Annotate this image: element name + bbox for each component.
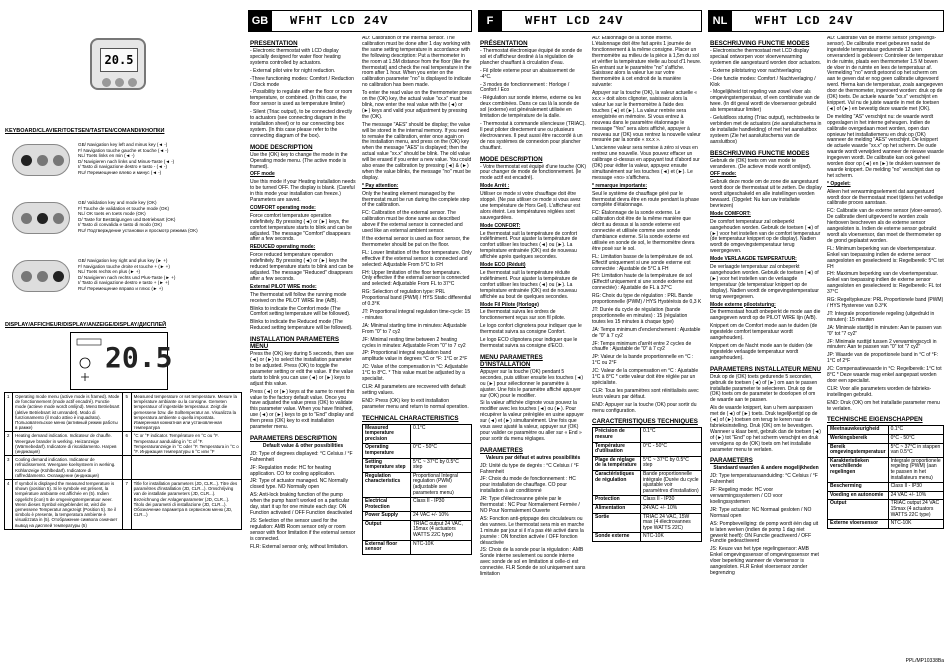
nl-column-2 bbox=[827, 36, 944, 664]
f-paragraph: RG: Choix du type de régulation : PRL Bande proportionnelle (PWM) / HYS Hystérésis de 0,3 K bbox=[592, 293, 702, 306]
gb-tech-row bbox=[363, 498, 472, 512]
nl-paragraph: Als de waarde knippert, kan u hem aanpassen met de (◄) of (►) toets. Druk tegelijkertijd op de (◄) of (►) toetsen om terug te keren naar de fabrieksinstelling. Druk (OK) om te bevestigen. Wanneer u klaar bent, gebruik dan de toetsen (◄) of (►) tot "End" op het scherm verschijnt en druk vervolgens op de (OK) toets om het installatie parameter menu te verlaten. bbox=[710, 405, 821, 453]
nl-tech-key: Bereik omgevingstemperatuur bbox=[828, 443, 889, 457]
f-paragraph: FC: Étalonnage de la sonde externe. Le calibration doit être de la même manière que décrit au dessus si la sonde externe est connectée et utilisée comme une sonde d'ambiance externe. Si la sonde externe est utilisée en sonde de sol, le thermomètre devra être posé sur le sol. bbox=[592, 210, 695, 252]
display-legend-row bbox=[5, 393, 242, 432]
f-paragraph: Appuyer sur la touche (OK), la valeur actuelle « xx.x » doit alors clignoter, saisissez alors la valeur lue sur le thermomètre à l'aide des touches (◄) et (►). La valeur rentrée sera enregistrée en mémoire. Si vous entrez à nouveau dans le paramètre étalonnage le message "Yes" sera alors affiché, appuyer à nouveau sur (OK) vous rentrez la nouvelle valeur mesurée par la sonde « xx.x ». bbox=[592, 90, 701, 144]
f-tech-value: Class II - IP30 bbox=[640, 496, 701, 505]
gb-tech-value: TRIAC output 24 VAC, 15max (4 actuators WATTS 22C type) bbox=[410, 520, 471, 540]
nl-subheading: Mode COMFORT: bbox=[710, 210, 751, 217]
gb-paragraph: JA: Minimal starting time in minutes: Adjustable From "0" to 7 cy2 bbox=[362, 322, 467, 335]
gb-paragraph: - Silent (Triac output), to be connected directly to actuators (see connecting diagram in the installation sheet) or to our connecting box system. (In this case please refer to the connecting diagram of the box). bbox=[250, 109, 353, 139]
nl-tech-row bbox=[828, 426, 944, 435]
f-paragraph: JP: Valeur de la bande proportionnelle en °C : 1°C ou 2°F bbox=[592, 354, 694, 367]
key-icon bbox=[21, 155, 32, 166]
gb-paragraph: -Three functioning modes: Comfort / Reduction / Clock mode bbox=[250, 75, 354, 88]
gb-tech-row bbox=[363, 512, 472, 521]
nl-section-heading: BESCHRIJVING FUNCTIE MODES bbox=[710, 40, 810, 47]
f-tech-row bbox=[593, 442, 702, 456]
gb-section-heading: TECHNICAL CHARACTERISTICS bbox=[362, 414, 459, 422]
device-ok-button bbox=[115, 78, 124, 87]
left-panel bbox=[0, 0, 244, 667]
f-paragraph: Le thermostat suit la température réduite indéfiniment. Pour ajuster la température de confort utiliser les touches (◄) ou (►). La température entrainée (OK) est de nouveau affichée au bout de quelques secondes. bbox=[480, 270, 578, 300]
display-legend-cell: 7 bbox=[123, 480, 131, 530]
f-tech-key: Sonde externe bbox=[593, 533, 641, 542]
keyboard-legend-row bbox=[12, 258, 240, 296]
nl-paragraph: De verlaagde temperatuur zal onbeperkt aangehouden worden. Gebruik de toetsen (◄) of (►) voor het instellen van de verlaagde temperatuur (de temperatuur knippert op de display). Nadien wordt de omgevingstemperatuur terug weergegeven. bbox=[710, 264, 819, 300]
nl-tech-value: 0.1°C bbox=[888, 426, 943, 435]
gb-tech-key: Electrical Protection bbox=[363, 498, 411, 512]
nl-section-heading: PARAMETERS INSTALLATEUR MENU bbox=[710, 365, 822, 373]
gb-tech-value: Class II - IP30 bbox=[410, 498, 471, 512]
thermostat-device-image bbox=[90, 38, 146, 90]
nl-paragraph: RG: Regeltypkeuze: PRL Proportionele band (PWM) / HYS Hysterese van 0.3°K bbox=[827, 297, 944, 309]
f-paragraph: - Régulation sur sonde interne, externe ou les deux combinées. Dans ce cas là la sonde de sol (externe) est généralement utilisée en limitation de température de la dalle. bbox=[480, 95, 582, 120]
gb-paragraph: Use this mode if your Heating installation needs to be turned OFF. The display is blank. (Careful in this mode your installation can freeze.) Parameters are saved. bbox=[250, 179, 356, 204]
nl-tech-row bbox=[828, 435, 944, 444]
gb-section-heading: MODE DESCRIPTION bbox=[250, 143, 313, 151]
f-paragraph: Le logo ECO clignotera pour indiquer que le thermostat suivra sa consigne d'ECO. bbox=[480, 337, 578, 349]
keypad-icon bbox=[12, 202, 70, 234]
key-icon bbox=[53, 213, 64, 224]
gb-paragraph: - External pilot wire for night reduction. bbox=[250, 67, 336, 74]
keyboard-legend-line: NL/ Toets links en min (◄ -) bbox=[78, 153, 135, 159]
f-paragraph: END: Appuyer sur la touche (OK) pour sortir du menu configuration. bbox=[592, 401, 697, 414]
gb-paragraph: - Possibility to regulate either the floor or room temperature, or combined. (In this case, the floor sensor is used as temperature limiter) bbox=[250, 89, 353, 108]
key-icon bbox=[37, 213, 48, 224]
nl-paragraph: AS: Pompbeveiliging: de pomp wordt één dag uit te laten werken (indien de pomp 1 dag niet gewerkt heeft): ON Functie geactiveerd / OFF Functie gedeactiveerd bbox=[710, 520, 819, 545]
f-paragraph: JC: Valeur de la compensation en °C : Ajustable 1°C à 8°C * cette valeur doit être réglée par un spécialiste. bbox=[592, 368, 699, 386]
nl-tech-row bbox=[828, 443, 944, 457]
f-paragraph: Seul le système de chauffage géré par le thermostat devra être en route pendant la phase complète d'étalonnage. bbox=[592, 190, 700, 209]
f-paragraph: - Thermostat à commande silencieuse (TRIAC). Il peut piloter directement une ou plusieurs électrovannes. Il peut aussi être raccordé à un de nos systèmes de connexion pour plancher chauffant. bbox=[480, 120, 586, 151]
keyboard-legend-line: NL/ Toets rechts en plus (► +) bbox=[78, 269, 141, 275]
gb-subheading: * Pay attention: bbox=[362, 182, 399, 189]
f-paragraph: - Fil pilote externe pour un abaissement de -4°C. bbox=[480, 67, 575, 80]
f-subheading: Mode Arrêt : bbox=[480, 183, 510, 190]
nl-language-tag: NL bbox=[708, 10, 732, 32]
gb-tech-key: Regulation characteristics bbox=[363, 472, 411, 497]
gb-section-heading: INSTALLATION PARAMETERS MENU bbox=[250, 336, 340, 351]
nl-paragraph: JA: Minimale starttijd in minuten: Aan te passen van "0" tot "7 cy2" bbox=[827, 324, 942, 337]
nl-subheading: OFF mode: bbox=[710, 171, 737, 178]
gb-paragraph: Blinks to indicate the Reduced mode (The Reduced setting temperature will be followed). bbox=[250, 319, 353, 332]
keyboard-legend-text bbox=[78, 258, 175, 292]
gb-paragraph: JD: Type of degrees displayed: °C Celsius / °F Fahrenheit bbox=[250, 450, 353, 463]
nl-subheading: * Opgelet: bbox=[827, 180, 851, 187]
gb-tech-table bbox=[362, 424, 472, 555]
keyboard-legend-text bbox=[78, 200, 198, 234]
keyboard-legend-row bbox=[12, 142, 240, 180]
gb-tech-key: Power Supply bbox=[363, 512, 411, 521]
nl-paragraph: Gebruik deze mode om de zone die aangestuurd wordt door de thermostaat uit te zetten. De display wordt uitgeschakeld en alle instellingen worden bewaard. (Opgelet: Nu kan uw installatie bevriezen) bbox=[710, 179, 822, 209]
display-legend-cell: If symbol is displayed the measured temperature is shown (position 5). Si le symbole est présent, la température ambiante est affichée en (5). Indien opgelicht (icon) 5 de omgevingstemperatuur weer. Wenn dieses Symbol eingeblendet ist, wird die gemessene Temperatur angezeigt (Position 5). Se il simbolo è presente, la temperatura ambiente è visualizzata in (5). Отображение символа означает вывод на дисплей температуры (5) bbox=[13, 480, 123, 530]
gb-tech-value: 0.1°C bbox=[410, 424, 471, 444]
display-legend-cell: 6 bbox=[123, 432, 131, 456]
f-column-1 bbox=[480, 36, 586, 664]
f-subheading: Mode Fil Pilote (Horloge) bbox=[480, 301, 539, 308]
keyboard-legend-line: F/ Navigation touche gauche et touche (◄ -) bbox=[78, 147, 169, 153]
f-paragraph: L'ancienne valeur sera remise à zéro si vous en rentrez une nouvelle. Vous pouvez effacer un calibrage ci-dessus en appuyant tout d'abord sur (OK) pour éditer la valeur, appuyez ensuite simultanément sur les touches (◄) et (►). Le message «no» s'affichera. bbox=[592, 145, 700, 181]
gb-section-heading: PARAMETERS DESCRIPTION bbox=[250, 434, 337, 442]
f-tech-row bbox=[593, 471, 702, 496]
display-title: DISPLAY/AFFICHEUR/DISPLAY/ANZEIGE/DISPLAY/ДИСПЛЕЙ bbox=[5, 322, 167, 328]
f-tech-key: Caractéristiques de régulation bbox=[593, 471, 641, 496]
nl-section-heading: TECHNISCHE EIGENSCHAPPEN bbox=[827, 416, 923, 424]
f-section-heading: PRÉSENTATION bbox=[480, 40, 528, 47]
gb-subheading: COMFORT operating mode: bbox=[250, 204, 316, 211]
display-legend-cell: °C or °F indicator. Température en °C ou °F. Temperatuur aanduiding in °C of °F. Temperaturanzeige in °C oder °F. Temperatura in °C o °F. Индикация температуры в °C или °F bbox=[131, 432, 241, 456]
nl-paragraph: CLR: Voor alle parameters worden de fabrieks-instellingen gebruikt. bbox=[827, 385, 932, 398]
gb-paragraph: The thermostat will follow the running mode received on the PILOT WIRE line (A/B). bbox=[250, 291, 347, 304]
gb-paragraph: Only the heating element managed by the thermostat must be run during the complete step of the calibration. bbox=[362, 190, 470, 209]
nl-paragraph: JF: Minimale rusttijd tussen 2 verwarmingscycli in minuten: Aan te passen van "0" tot "7 cy2" bbox=[827, 338, 937, 351]
f-tech-value: Bande proportionnelle intégrale (Durée du cycle ajustable voir paramètres d'installation) bbox=[640, 471, 701, 496]
device-right-button bbox=[128, 78, 137, 87]
gb-paragraph: - Electronic thermostat with LCD display specially designed for water floor heating systems controlled by actuators. bbox=[250, 48, 341, 66]
nl-tech-key: Meetnauwkeurigheid bbox=[828, 426, 889, 435]
f-title: WFHT LCD 24V bbox=[525, 14, 624, 28]
nl-paragraph: AD: Calibratie van de interne sensor (omgevings-sensor). De calibratie moet gebeuren nadat de ingestelde temperatuur gedurende 12 uren onveranderd is gebleven: Controleer de temperatuur in de ruimte, plaats een thermometer 1.5 M boven de vloer in de ruimte en lees de temperatuur af. Vermelding "no" wordt getoond op het scherm om aan te geven dat er nog geen calibratie uitgevoerd werd. Hierna kan de temperatuur, zoals aangegeven door de thermometer, ingevoerd worden: druk op de (OK) toets. De actuele waarde "xx.x" verschijnt en knippert. Vul nu de juiste waarde in met de toetsen (◄) of (►) en bevestig deze waarde met (OK). bbox=[827, 36, 944, 112]
gb-paragraph: JS: Selection of the sensor used for the regulation: AMB Room sensor only or room sensor with floor limitation if the external sensor is connected. bbox=[250, 517, 356, 542]
display-legend-row bbox=[5, 432, 242, 456]
gb-tech-value: 5°C ~ 37°C by 0.5°C step bbox=[410, 458, 471, 472]
gb-paragraph: FLR: External sensor only, without limitation. bbox=[250, 543, 349, 550]
gb-paragraph: Force reduced temperature operation indefinitely. By pressing (◄) or (►) keys the reduced temperature starts to blink and can be adjusted. The message "Reduced" disappears after a few seconds. bbox=[250, 252, 354, 282]
gb-paragraph: FC: Calibration of the external sensor. The calibration must be done same as described above if the external sensor is connected and used like an external ambient sensor. bbox=[362, 210, 463, 235]
nl-paragraph: - Externe pilotsturing voor nachtverlaging bbox=[710, 67, 801, 74]
nl-column-1 bbox=[710, 36, 822, 664]
keyboard-legend-line: D/ Navigieren nach links und Minus-Taste (◄ -) bbox=[78, 158, 175, 164]
gb-tech-row bbox=[363, 540, 472, 554]
nl-tech-table bbox=[827, 425, 944, 528]
f-paragraph: JR: Type d'électrovanne gérée par le thermostat : NC Pour Normalement Fermée / NO Pour Normalement Ouverte bbox=[480, 496, 580, 514]
f-subheading: Mode CONFORT: bbox=[480, 222, 521, 229]
gb-paragraph: CLR: All parameters are recovered with default setting values. bbox=[362, 383, 466, 396]
display-legend-cell: 4 bbox=[5, 480, 13, 530]
gb-subheading: REDUCED operating mode: bbox=[250, 244, 316, 251]
f-paragraph: AS: Fonction anti-grippage des circulateurs ou des vannes. Le thermostat sera mis en marche 1 minute par jour si il n'a pas été activé dans la journée : ON fonction activée / OFF fonction désactivée bbox=[480, 515, 585, 546]
keyboard-legend-line: RU/ Перемещение вправо и плюс (► +) bbox=[78, 285, 163, 291]
nl-paragraph: - Electronische thermostaat met LCD display speciaal ontworpen voor vloerverwarming systemen die aangestuurd worden door actuators. bbox=[710, 48, 822, 66]
f-tech-value: 5°C ~ 37°C by 0.5°C step bbox=[640, 456, 701, 470]
gb-column-2 bbox=[362, 36, 472, 664]
nl-paragraph: JR: Type actuator: NC Normaal gesloten / NO Normaal open bbox=[710, 506, 812, 519]
display-legend-cell: 5 bbox=[123, 393, 131, 432]
f-paragraph: FH: Limitation haute de la température de sol (Effectif uniquement si une sonde externe est connectée) : Ajustable de FL à 37°C bbox=[592, 273, 693, 292]
display-legend-cell: 1 bbox=[5, 393, 13, 432]
f-tech-key: Plage de réglage de la température bbox=[593, 456, 641, 470]
nl-title: WFHT LCD 24V bbox=[755, 14, 854, 28]
keypad-icon bbox=[12, 260, 70, 292]
f-paragraph: AD: Étalonnage de la sonde interne. L'étalonnage doit être fait après 1 journée de fonctionnement à la même consigne. Placer un thermomètre au milieu de la pièce à 1,5m du sol et vérifier la température réelle au bout d'1 heure. En entrant sur le paramètre "no" s'affiche. Saisissez alors la valeur lue sur votre thermomètre à cet endroit de la manière suivante: bbox=[592, 36, 702, 89]
device-left-button bbox=[102, 78, 111, 87]
gb-paragraph: END: Press (OK) key to exit installation parameter menu and return to normal operation. bbox=[362, 397, 469, 410]
f-tech-key: Précision de mesure bbox=[593, 428, 641, 442]
lcd-display-diagram bbox=[70, 332, 173, 390]
nl-paragraph: De thermostaat houdt onbeperkt de mode aan die aangegeven wordt op de PILOT WIRE lijn (A/B). bbox=[710, 309, 821, 322]
nl-tech-key: Externe vloersensor bbox=[828, 520, 889, 529]
display-legend-cell: Cooling demand indication. Indicateur de refroidissement. Weergave koelsysteem in werking. Kühlanzeige (Kühlbedarf). Indicatore di raffreddamento. Охлаждение (индикация) bbox=[13, 456, 123, 480]
key-icon bbox=[21, 271, 32, 282]
gb-tech-row bbox=[363, 458, 472, 472]
gb-tech-value: 24 VAC +/- 10% bbox=[410, 512, 471, 521]
f-tech-row bbox=[593, 513, 702, 533]
keyboard-legend-line: I/ Tasto di convalida e tasto di modo (OK) bbox=[78, 222, 162, 228]
key-icon bbox=[53, 271, 64, 282]
gb-paragraph: AD: Calibration of the internal sensor. The calibration must be done after 1 day working with the same setting temperature in accordance with the following description: Put a thermometer in the room at 1.5M distance from the floor (like the thermostat) and check the real temperature in the room after 1 hour. When you enter on the calibration parameter "no" is displayed to indicate no calibration has been made. bbox=[362, 36, 472, 89]
gb-paragraph: JT: Proportional integral regulation time-cycle: 15 - minutes bbox=[362, 308, 471, 321]
nl-tech-row bbox=[828, 500, 944, 520]
nl-paragraph: JP: Waarde van de proportionele band in °C of °F: 1°C of 2°F bbox=[827, 352, 939, 365]
gb-table-caption: Default value & other possibilities bbox=[262, 442, 344, 449]
nl-paragraph: JT: Integrale proportionele regeling (uitgedrukt in minuten): 15 minuten bbox=[827, 310, 935, 323]
gb-paragraph: If the external sensor is used as floor sensor, the thermometer should be put on the floor. bbox=[362, 236, 470, 248]
gb-paragraph: To enter the read value on the thermometer press on the (OK) key, the actual value "xx.x" must be blink, now enter the real value with the (◄) or (►) keys and valid your adjustment by pressing the (OK). bbox=[362, 90, 472, 120]
nl-paragraph: END: Druk (OK) om het installatie parameter menu te verlaten. bbox=[827, 399, 940, 412]
display-legend-cell: 2 bbox=[5, 432, 13, 456]
gb-paragraph: JC: Value of the compensation in °C: Adjustable 1°C to 8°C. * This value must be adjusted by a specialist. bbox=[362, 364, 468, 383]
f-tech-row bbox=[593, 456, 702, 470]
nl-tech-value: 5°C ~ 37°C in stappen van 0.5°C bbox=[888, 443, 943, 457]
gb-language-tag: GB bbox=[248, 10, 272, 32]
nl-paragraph: Alleen het verwarmingselement dat aangestuurd wordt door de thermostaat moet tijdens het volledige calibratie proces aanstaan. bbox=[827, 188, 944, 207]
display-legend-cell: Heating demand indication. Indicateur de chauffe. Weergave brander in werking. Heizanzeige (Wärmebedarf). Indicatore di riscaldamento. Нагрев (индикация) bbox=[13, 432, 123, 456]
nl-tech-value: 24 VAC +/- 10% bbox=[888, 491, 943, 500]
nl-tech-key: Karakteristieken verschillende regelingen bbox=[828, 457, 889, 482]
key-icon bbox=[37, 155, 48, 166]
f-tech-row bbox=[593, 428, 702, 442]
nl-paragraph: JD: Type temperatuuraanduiding: °C Celsius / °F Fahrenheit bbox=[710, 473, 818, 486]
f-tech-table bbox=[592, 427, 702, 542]
nl-paragraph: - Mogelijkheid tot regeling van zowel vloer als omgevingstemperatuur, of een combinatie van de twee. (In dit geval wordt de vloersensor gebruikt als temperatuur limiter) bbox=[710, 89, 820, 114]
nl-table-caption: Standaard waarden & andere mogelijkheden bbox=[713, 465, 819, 472]
display-legend-row bbox=[5, 480, 242, 530]
f-paragraph: - Thermostat électronique équipé de sonde de sol et d'afficheur destiné à la régulation de plancher chauffant à circulation d'eau. bbox=[480, 48, 583, 66]
nl-paragraph: FC: Calibratie van de externe sensor (vloer-sensor). De calibratie dient uitgevoerd te worden zoals hierboven beschreven als de externe sensor aangesloten is. Indien de externe sensor gebruikt wordt als vloersensor, dan moet de thermometer op de grond geplaatst worden. bbox=[827, 208, 943, 244]
keyboard-legend-line: GB/ Navigation key right and plus key (► +) bbox=[78, 258, 168, 263]
nl-tech-row bbox=[828, 483, 944, 492]
nl-tech-value: TRIAC output 24 VAC 15max (4 actuators WATTS 22C type) bbox=[888, 500, 943, 520]
nl-tech-row bbox=[828, 520, 944, 529]
keyboard-legend-line: F/ Touche de validation et touche mode (OK) bbox=[78, 205, 170, 211]
gb-title: WFHT LCD 24V bbox=[290, 14, 389, 28]
f-paragraph: CLR: Tous les paramètres sont réinitialisés avec leurs valeurs par défaut. bbox=[592, 387, 699, 400]
f-section-heading: CARACTERISTIQUES TECHNIQUES bbox=[592, 418, 698, 426]
f-paragraph: JF: Temps minimum d'arrêt entre 2 cycles de chauffe : Ajustable de "0" à 7 cy2 bbox=[592, 340, 692, 353]
gb-tech-key: Setting temperature step bbox=[363, 458, 411, 472]
f-tech-value: 0°C - 50°C bbox=[640, 442, 701, 456]
f-tech-key: Alimentation bbox=[593, 505, 641, 514]
nl-paragraph: - Drie functie modes: Comfort / Nachtverlaging / Klok bbox=[710, 75, 816, 88]
gb-paragraph: RG: Selection of regulation type: PRL Proportional band (PWM) / HYS Static differential of 0.3°K bbox=[362, 289, 472, 308]
display-legend-cell: Title for installation parameters (JD, CLR...). Titre des paramètres d'installation (JD, CLR...). Omschrijving van de installatie parameters (JD, CLR...). Bezeichnung der Anlagenparameter (JD, CLR...). Titolo dei parametri di installazione (JD, CLR...). Обозначение параметра в сервисном меню (JD, CLR...) bbox=[131, 480, 241, 530]
nl-subheading: Mode externe pilootsturing: bbox=[710, 301, 776, 308]
gb-tech-key: Operating temperature bbox=[363, 444, 411, 458]
gb-tech-value: NTC-10K bbox=[410, 540, 471, 554]
f-paragraph: JA: Temps minimum d'enclenchement : Ajustable de "0" à 7 cy2 bbox=[592, 326, 701, 339]
f-tech-value: NTC-10K bbox=[640, 533, 701, 542]
nl-tech-key: Output bbox=[828, 500, 889, 520]
footer-reference: PPL/MP10338Ba bbox=[905, 658, 944, 664]
keyboard-legend-line: NL/ OK toets en toets mode (OK) bbox=[78, 211, 146, 217]
display-legend-cell bbox=[123, 456, 131, 480]
f-table-caption: Valeurs par défaut et autres possibilités bbox=[485, 454, 581, 461]
keyboard-title: KEYBOARD/CLAVIER/TOETSEN/TASTEN/COMANDI/КНОПКИ bbox=[5, 128, 165, 134]
nl-paragraph: Druk op de (OK) toets gedurende 5 seconden, gebruik de toetsen (◄) of (►) om aan te passen installatie parameter te selecteren. Druk op de (OK) toets om de parameter te doorlopen of om de waarde aan te passen. bbox=[710, 373, 818, 404]
gb-paragraph: JP: Proportional integral regulation band amplitude value in degrees °C or °F: 1°C or 2°F bbox=[362, 350, 468, 363]
device-display: 20.5 bbox=[100, 48, 138, 72]
gb-column-1 bbox=[250, 36, 356, 664]
f-paragraph: Appuyer sur la touche (OK) pendant 5 secondes, puis utiliser ensuite les touches (◄) ou (►) pour sélectionner le paramètre à ajuster. Une fois le paramètre affiché appuyer sur (OK) pour le modifier. bbox=[480, 368, 584, 399]
gb-paragraph: AS: Anti-lock braking function of the pump when the pump hasn't worked on a particular day, start it up for one minute each day: ON Function activated / OFF Function deactivated bbox=[250, 492, 353, 516]
key-icon bbox=[37, 271, 48, 282]
f-paragraph: Utiliser ce mode si votre chauffage doit être stoppé. (Ne pas utiliser ce mode si vous avez une température de Hors Gel). L'afficheur est alors éteint. Les températures réglées sont sauvegardées. bbox=[480, 191, 581, 221]
keypad-icon bbox=[12, 144, 70, 176]
keyboard-legend-line: I/ Tasto di navigazione destro e tasto + (► +) bbox=[78, 280, 170, 286]
gb-paragraph: Blinks to indicate the Comfort mode (The Comfort setting temperature will be followed). bbox=[250, 305, 351, 318]
nl-paragraph: De melding "AS" verschijnt nu: de waarde wordt opgeslagen in het interne geheugen. Indien de calibratie overgedaan moet worden, open dan opnieuw het installatiemenu en druk op (OK) wanneer de melding "AES" verschijnt. De knippert de actuele waarde "xx.x" op het scherm. De oude waarde wordt verwijderd wanneer de nieuwe waarde ingegeven wordt. De calibratie kan ook geheel worden door op (◄) en (►) te drukken wanneer de waarde knippert. De melding "no" verschijnt dan op het scherm. bbox=[827, 113, 944, 179]
nl-paragraph: JS: Keuze van het type regelingsensor: AMB Enkel omgevingssensor of omgevingssensor met vloer beperking wanneer de vloersensor is aangesloten. FLR Enkel vloersensor zonder begrenzing bbox=[710, 546, 819, 576]
f-paragraph: JD: Unité du type de degrés : °C Celsius / °F Fahrenheit bbox=[480, 462, 579, 475]
gb-paragraph: Press the (OK) key during 5 seconds, then use (◄) or (►) to select the installation parameter to be adjusted. Press (OK) to toggle the parameter setting or edit the value. If the value starts to blink you can use (◄) or (►) keys to adjust this value. bbox=[250, 351, 354, 387]
nl-paragraph: - Geluidloos sturing (Triac output), rechtstreeks te verbinden met de actuators (zie aansluitschema in de installatie handleiding) of met het aansluitbox systeem (Zie het aansluitschema van de aansluitbox) bbox=[710, 115, 822, 145]
f-tech-value: 24VAC +/- 10% bbox=[640, 505, 701, 514]
gb-section-heading: PRESENTATION bbox=[250, 40, 298, 47]
nl-paragraph: FH: Maximum beperking van de vloertemperatuur. Enkel van toepassing indien de externe sensor aangesloten en geselecteerd is: Regelbereik: FL tot 37°C bbox=[827, 271, 942, 296]
gb-paragraph: JF: Minimal resting time between 2 heating cycles in minutes: Adjustable From "0" to 7 cy2 bbox=[362, 336, 466, 349]
f-section-heading: MENU PARAMETRES D'INSTALLATION bbox=[480, 353, 543, 368]
nl-paragraph: De comfort temperatuur zal onbeperkt aangehouden worden. Gebruik de toetsen (◄) of (►) voor het instellen van de comfort temperatuur (de temperatuur knippert op de display). Nadien wordt de omgevingstemperatuur terug weergegeven. bbox=[710, 218, 821, 255]
keyboard-legend-row bbox=[12, 200, 240, 238]
nl-section-heading: BESCHRIJVING FUNCTIE MODES bbox=[710, 149, 810, 157]
f-paragraph: Le logo confort clignotera pour indiquer que le thermostat suivra sa consigne Confort. bbox=[480, 323, 582, 336]
f-tech-key: Protection bbox=[593, 496, 641, 505]
f-tech-row bbox=[593, 505, 702, 514]
f-subheading: Mode ECO (Réduit) bbox=[480, 262, 526, 269]
nl-subheading: Mode VERLAAGDE TEMPERATUUR: bbox=[710, 256, 797, 263]
nl-tech-value: Integrale proportionele regeling (PWM) (aan te passen in het installateurs menu) bbox=[888, 457, 943, 482]
gb-paragraph: JR: Type of actuator managed. NC Normally closed type. NO Normally open bbox=[250, 478, 349, 491]
f-paragraph: - Votre thermostat est équipé d'une touche (OK) pour changer de mode de fonctionnement. (le mode actif est encadré). bbox=[480, 163, 586, 182]
keyboard-legend-line: D/ Navigieren nach rechts und Plus-Taste (► +) bbox=[78, 274, 176, 280]
gb-paragraph: FL: Lower limitation of the floor temperature. Only effective if the external sensor is connected and selected: Adjustable From 5°C to FH bbox=[362, 249, 472, 268]
nl-section-heading: PARAMETERS bbox=[710, 457, 753, 465]
f-section-heading: PARAMETRES bbox=[480, 446, 523, 454]
keyboard-legend-line: GB/ Navigation key left and minus key (◄ -) bbox=[78, 142, 168, 147]
heating-icon bbox=[80, 358, 90, 368]
f-paragraph: JT: Durée du cycle de régulation (bande proportionnelle en minutes) : 15 (régulation toutes les 15 minutes à chaque type) bbox=[592, 306, 688, 325]
display-legend-table bbox=[4, 392, 242, 530]
keyboard-legend-line: F/ Navigation touche droite et touche + (► +) bbox=[78, 263, 170, 269]
gb-tech-row bbox=[363, 472, 472, 497]
key-icon bbox=[53, 155, 64, 166]
nl-paragraph: JC: Compensatiewaarde in °C: Regelbereik: 1°C tot 8°C * Deze waarde mag enkel aangepast worden door een specialist. bbox=[827, 366, 942, 384]
display-legend-cell: Operating mode menu (active mode is framed). Mode de fonctionnement (mode actif encadré). Functie mode (actieve mode wordt omlijnd). Menü Betriebsart (aktive Betriebsart ist umrandet). Modo di funzionamento (il modo attivo è inquadrato). Пользовательское меню (активный режим работы в рамке) bbox=[13, 393, 123, 432]
f-tech-row bbox=[593, 496, 702, 505]
f-column-2 bbox=[592, 36, 702, 664]
keyboard-legend-line: D/ Taste für Bestätigungen und Betriebsart (OK) bbox=[78, 216, 176, 222]
gb-tech-value: 0°C - 50°C bbox=[410, 444, 471, 458]
gb-paragraph: Use the (OK) key to change the mode in the Operating mode menu. (The active mode is framed). bbox=[250, 151, 348, 170]
mode-frame-icon bbox=[77, 339, 101, 345]
display-legend-row bbox=[5, 456, 242, 480]
f-paragraph: Le thermostat suit la température de confort indéfiniment. Pour ajuster la température de confort utiliser les touches (◄) ou (►). La température entrainée (OK) est de nouveau affichée après quelques secondes. bbox=[480, 230, 578, 261]
nl-tech-value: 0°C - 50°C bbox=[888, 435, 943, 444]
f-language-tag: F bbox=[478, 10, 502, 32]
nl-paragraph: JF: Regeling mode: HC voor verwarmingssystemen / CO voor koelingssystemen bbox=[710, 487, 783, 505]
display-legend-cell: Measured temperature or set temperature. Mesure la température ambiante ou la consigne. Gemeten temperatuur of ingestelde temperatuur. Zeigt die gemessene bzw. die Solltemperatur an. Visualizza la temperatura ambiente o quella impostata. Измеренная комнатная или установленная температура bbox=[131, 393, 241, 432]
gb-tech-value: Proportional Integral regulation (PWM) (adjustable see parameters menu) bbox=[410, 472, 471, 497]
keyboard-legend-line: RU/ Подтверждение установки и просмотр режима (OK) bbox=[78, 227, 198, 233]
nl-paragraph: Knippert om de Comfort mode aan te duiden (de ingestelde comfort temperatuur wordt aangehouden). bbox=[710, 323, 818, 342]
keyboard-legend-text bbox=[78, 142, 174, 176]
f-tech-row bbox=[593, 533, 702, 542]
gb-tech-key: Output bbox=[363, 520, 411, 540]
gb-tech-key: External floor sensor bbox=[363, 540, 411, 554]
f-section-heading: MODE DESCRIPTION bbox=[480, 155, 543, 163]
gb-paragraph: JF: Regulation mode: HC for heating application. CO for cooling application. bbox=[250, 464, 336, 477]
gb-paragraph: Force comfort temperature operation indefinitely. By pressing (◄) or (►) keys, the comfort temperature starts to blink and can be adjusted. The message "Comfort" disappears after a few seconds. bbox=[250, 212, 352, 243]
gb-tech-row bbox=[363, 444, 472, 458]
nl-paragraph: FL: Minimum beperking van de vloertemperatuur. Enkel van toepassing indien de externe sensor aangesloten en geselecteerd is: Regelbereik: 5°C tot FH bbox=[827, 245, 944, 270]
display-legend-cell: 3 bbox=[5, 456, 13, 480]
gb-tech-key: Measured temperature precision bbox=[363, 424, 411, 444]
keyboard-legend-line: RU/ Перемещение влево и минус (◄ -) bbox=[78, 169, 162, 175]
f-tech-value: TRIAC 24 VAC, 15W max (4 électrovannes type WATTS 22C) bbox=[640, 513, 701, 533]
nl-tech-value: NTC-10K bbox=[888, 520, 943, 529]
gb-paragraph: Press (◄) or (►) keys at the same to reset this value to the factory default value. Once you have adjusted the value press (OK) to validate this parameter value. When you have finished, use (◄) or (►) keys to go to "End" display and then press (OK) key to exit installation parameter menu. bbox=[250, 388, 355, 431]
nl-tech-key: Werkingsbereik bbox=[828, 435, 889, 444]
f-paragraph: FL: Limitation basse de la température de sol. Effectif uniquement si une sonde externe est connectée : Ajustable de 5°C à FH bbox=[592, 253, 694, 272]
nl-tech-row bbox=[828, 457, 944, 482]
nl-tech-key: Bescherming bbox=[828, 483, 889, 492]
f-paragraph: Si la valeur affichée clignote vous pouvez la modifier avec les touches (◄) ou (►). Pour récupérer la valeur préréglée en usine appuyer sur (◄) et (►) simultanément. Une fois que vous avez ajusté la valeur, appuyer sur (OK) pour valider ce paramètre ou aller sur « End » pour sortir du menu réglages. bbox=[480, 400, 584, 442]
keyboard-legend-line: GB/ Validation key and mode key (OK) bbox=[78, 200, 157, 205]
display-legend-cell bbox=[131, 456, 241, 480]
f-paragraph: - 3 modes de fonctionnement : Horloge / Confort / Eco bbox=[480, 81, 570, 94]
f-paragraph: JS: Choix de la sonde pour la régulation : AMB Sonde interne seulement ou sonde interne avec sonde de sol en limitation si celle-ci est connectée. FLR Sonde de sol uniquement sans limitation bbox=[480, 547, 586, 578]
f-subheading: * remarque importante: bbox=[592, 182, 648, 189]
gb-subheading: External PILOT WIRE mode: bbox=[250, 283, 317, 290]
gb-tech-row bbox=[363, 424, 472, 444]
lcd-temperature: 20.5 bbox=[105, 341, 173, 374]
nl-tech-key: Voeding en autonomie bbox=[828, 491, 889, 500]
cooling-icon bbox=[81, 373, 89, 381]
nl-paragraph: Gebruik de (OK) toets om van mode te veranderen. (De actieve mode wordt omlijnd). bbox=[710, 157, 812, 170]
nl-paragraph: Knippert om de Nacht mode aan te duiden (de ingestelde verlaagde temperatuur wordt aangehouden). bbox=[710, 342, 813, 361]
f-paragraph: JF: Choix du mode de fonctionnement : HC pour installation de chauffage. CO pour installation à air conditionné bbox=[480, 476, 576, 495]
gb-tech-row bbox=[363, 520, 472, 540]
f-paragraph: Le thermostat suivra les ordres de fonctionnement reçus sur son fil pilote. bbox=[480, 309, 566, 322]
f-tech-value: 0.1°C bbox=[640, 428, 701, 442]
gb-paragraph: FH: Upper limitation of the floor temperature. Only effective if the external sensor is connected and selected: Adjustable From FL to 37°C bbox=[362, 269, 470, 288]
nl-tech-value: Class II - IP30 bbox=[888, 483, 943, 492]
gb-paragraph: The message "AES" should be display; the value will be stored in the internal memory. If you need to remake the calibration, enter once again on the installation menu, and press on the (OK) key when the message "AES" is displayed; then the actual value "xx.x" should be blink. The old value will be erased if you enter a new value. You could also erase the calibration by pressing (◄) & (►) when the value blinks, the message "no" must be display. bbox=[362, 121, 472, 181]
key-icon bbox=[21, 213, 32, 224]
f-tech-key: Sortie bbox=[593, 513, 641, 533]
gb-subheading: OFF mode bbox=[250, 171, 275, 178]
f-tech-key: Température d'utilisation bbox=[593, 442, 641, 456]
keyboard-legend-line: I/ Tasto di navigazione destro e tasto - (◄ -) bbox=[78, 164, 167, 170]
nl-tech-row bbox=[828, 491, 944, 500]
